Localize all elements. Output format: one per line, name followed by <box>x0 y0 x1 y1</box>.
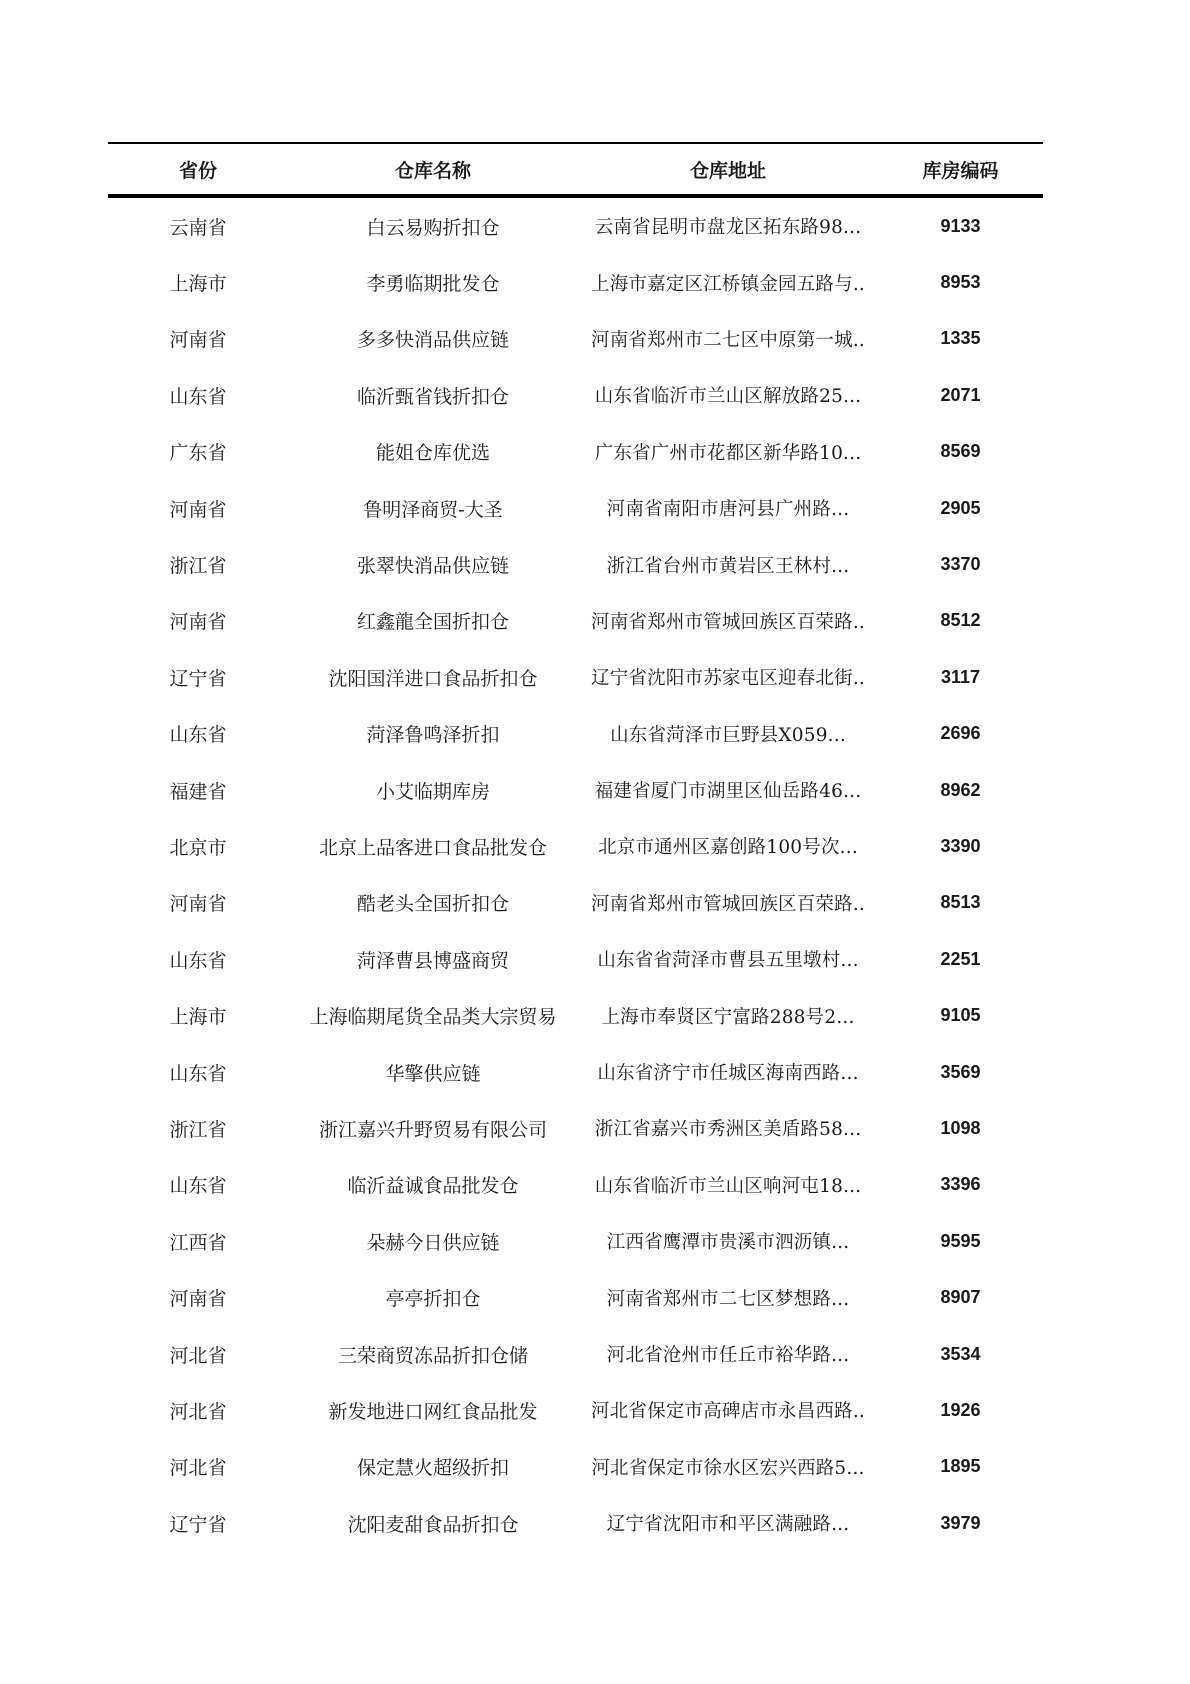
table-row <box>108 1495 1043 1551</box>
cell-warehouse-address: 浙江省嘉兴市秀洲区美盾路58... <box>594 1119 862 1141</box>
cell-warehouse-name: 李勇临期批发仓 <box>366 273 500 296</box>
cell-warehouse-name: 临沂益诚食品批发仓 <box>347 1175 519 1198</box>
cell-warehouse-address: 河北省保定市徐水区宏兴西路5... <box>591 1457 865 1479</box>
cell-storage-code: 1335 <box>940 328 981 349</box>
cell-warehouse-name: 能姐仓库优选 <box>375 442 490 465</box>
cell-warehouse-name: 沈阳国洋进口食品折扣仓 <box>328 667 538 690</box>
header-row <box>108 144 1043 194</box>
cell-province: 上海市 <box>169 1006 227 1029</box>
table-row <box>108 649 1043 705</box>
cell-warehouse-address: 北京市通州区嘉创路100号次... <box>598 837 858 859</box>
cell-storage-code: 9105 <box>940 1005 981 1026</box>
cell-warehouse-address: 广东省广州市花都区新华路10... <box>594 442 862 464</box>
table-row <box>108 593 1043 649</box>
cell-storage-code: 1926 <box>940 1399 981 1420</box>
cell-warehouse-address: 山东省济宁市任城区海南西路... <box>597 1063 859 1085</box>
cell-warehouse-name: 张翠快消品供应链 <box>356 555 509 578</box>
cell-warehouse-address: 云南省昆明市盘龙区拓东路98... <box>594 217 862 239</box>
table-header <box>108 144 1043 194</box>
table-row <box>108 1439 1043 1495</box>
table-row <box>108 424 1043 480</box>
cell-warehouse-name: 亭亭折扣仓 <box>385 1288 481 1311</box>
cell-warehouse-address: 河南省郑州市管城回族区百荣路.. <box>591 611 865 633</box>
cell-province: 浙江省 <box>169 1118 227 1141</box>
cell-storage-code: 8953 <box>940 272 981 293</box>
cell-warehouse-name: 白云易购折扣仓 <box>366 216 500 239</box>
cell-warehouse-name: 上海临期尾货全品类大宗贸易 <box>309 1006 557 1029</box>
cell-province: 广东省 <box>169 442 227 465</box>
cell-storage-code: 2905 <box>940 497 981 518</box>
cell-province: 河北省 <box>169 1457 227 1480</box>
cell-warehouse-name: 鲁明泽商贸-大圣 <box>363 498 503 521</box>
cell-storage-code: 1895 <box>940 1456 981 1477</box>
cell-storage-code: 9595 <box>940 1230 981 1251</box>
cell-warehouse-name: 朵赫今日供应链 <box>366 1231 500 1254</box>
cell-warehouse-name: 多多快消品供应链 <box>356 329 509 352</box>
cell-storage-code: 3396 <box>940 1174 981 1195</box>
cell-province: 河北省 <box>169 1344 227 1367</box>
cell-warehouse-name: 红鑫龍全国折扣仓 <box>356 611 509 634</box>
cell-warehouse-name: 浙江嘉兴升野贸易有限公司 <box>318 1118 547 1141</box>
cell-warehouse-address: 河南省南阳市唐河县广州路... <box>606 499 850 521</box>
cell-warehouse-name: 三荣商贸冻品折扣仓储 <box>337 1344 528 1367</box>
cell-storage-code: 3117 <box>940 666 981 687</box>
table-row <box>108 367 1043 423</box>
cell-warehouse-name: 临沂甄省钱折扣仓 <box>356 385 509 408</box>
header-warehouse-name: 仓库名称 <box>394 159 471 182</box>
cell-province: 上海市 <box>169 273 227 296</box>
cell-warehouse-address: 河南省郑州市二七区中原第一城.. <box>591 329 865 351</box>
cell-province: 山东省 <box>169 385 227 408</box>
cell-warehouse-address: 河北省沧州市任丘市裕华路... <box>606 1345 850 1366</box>
header-warehouse-address: 仓库地址 <box>689 159 766 182</box>
cell-province: 云南省 <box>169 216 227 239</box>
table-row <box>108 1382 1043 1438</box>
table-row <box>108 536 1043 592</box>
cell-warehouse-address: 河南省郑州市管城回族区百荣路.. <box>591 893 865 915</box>
table-row <box>108 818 1043 874</box>
cell-warehouse-name: 沈阳麦甜食品折扣仓 <box>347 1513 519 1536</box>
cell-storage-code: 3569 <box>940 1061 981 1082</box>
cell-warehouse-address: 辽宁省沈阳市和平区满融路... <box>606 1514 850 1536</box>
table-row <box>108 762 1043 818</box>
cell-storage-code: 1098 <box>940 1117 981 1138</box>
table-row <box>108 480 1043 536</box>
table-row <box>108 311 1043 367</box>
cell-province: 河南省 <box>169 329 227 352</box>
cell-warehouse-name: 小艾临期库房 <box>375 780 490 803</box>
cell-province: 河南省 <box>169 498 227 521</box>
cell-warehouse-address: 河南省郑州市二七区梦想路... <box>606 1288 850 1310</box>
cell-storage-code: 2696 <box>940 723 981 744</box>
cell-warehouse-address: 上海市嘉定区江桥镇金园五路与.. <box>591 273 865 295</box>
table-row <box>108 1044 1043 1100</box>
table-row <box>108 987 1043 1043</box>
cell-storage-code: 2251 <box>940 948 981 969</box>
cell-province: 山东省 <box>169 949 227 972</box>
table-row <box>108 1326 1043 1382</box>
cell-warehouse-address: 山东省省菏泽市曹县五里墩村... <box>597 950 859 972</box>
header-province: 省份 <box>178 159 217 182</box>
cell-warehouse-name: 新发地进口网红食品批发 <box>328 1400 538 1423</box>
cell-province: 河南省 <box>169 611 227 634</box>
cell-storage-code: 9133 <box>940 215 981 236</box>
cell-warehouse-name: 菏泽曹县博盛商贸 <box>356 949 509 972</box>
table-row <box>108 254 1043 310</box>
cell-province: 北京市 <box>169 836 227 859</box>
cell-warehouse-name: 酷老头全国折扣仓 <box>356 893 509 916</box>
cell-storage-code: 3390 <box>940 835 981 856</box>
cell-province: 山东省 <box>169 1175 227 1198</box>
cell-province: 山东省 <box>169 724 227 747</box>
cell-province: 河北省 <box>169 1400 227 1423</box>
cell-storage-code: 8513 <box>940 892 981 913</box>
cell-warehouse-address: 辽宁省沈阳市苏家屯区迎春北街.. <box>591 668 865 690</box>
cell-warehouse-address: 山东省菏泽市巨野县X059... <box>610 724 846 746</box>
table-row <box>108 198 1043 254</box>
cell-storage-code: 3979 <box>940 1512 981 1533</box>
cell-warehouse-address: 江西省鹰潭市贵溪市泗沥镇... <box>606 1232 850 1254</box>
cell-warehouse-name: 华擎供应链 <box>385 1062 481 1085</box>
cell-warehouse-name: 北京上品客进口食品批发仓 <box>318 836 547 859</box>
cell-province: 辽宁省 <box>169 667 227 690</box>
header-storage-code: 库房编码 <box>922 159 999 182</box>
cell-warehouse-address: 浙江省台州市黄岩区王林村... <box>606 555 850 577</box>
cell-province: 辽宁省 <box>169 1513 227 1536</box>
warehouse-table-body <box>108 198 1043 1551</box>
cell-warehouse-name: 保定慧火超级折扣 <box>356 1457 509 1480</box>
table-row <box>108 1100 1043 1156</box>
cell-province: 河南省 <box>169 893 227 916</box>
cell-province: 江西省 <box>169 1231 227 1254</box>
table-body <box>108 198 1043 1551</box>
cell-warehouse-address: 河北省保定市高碑店市永昌西路.. <box>591 1401 865 1423</box>
cell-storage-code: 8962 <box>940 779 981 800</box>
table-row <box>108 1157 1043 1213</box>
cell-province: 浙江省 <box>169 555 227 578</box>
cell-warehouse-name: 菏泽鲁鸣泽折扣 <box>366 724 500 747</box>
cell-province: 福建省 <box>169 780 227 803</box>
warehouse-table-container <box>108 142 1043 1551</box>
warehouse-table <box>108 144 1043 194</box>
cell-storage-code: 8569 <box>940 441 981 462</box>
cell-storage-code: 3534 <box>940 1343 981 1364</box>
table-row <box>108 1213 1043 1269</box>
table-row <box>108 1269 1043 1325</box>
cell-storage-code: 2071 <box>940 384 981 405</box>
cell-province: 山东省 <box>169 1062 227 1085</box>
cell-storage-code: 3370 <box>940 554 981 575</box>
cell-warehouse-address: 上海市奉贤区宁富路288号2... <box>601 1006 855 1028</box>
cell-warehouse-address: 山东省临沂市兰山区解放路25... <box>594 386 862 408</box>
table-row <box>108 706 1043 762</box>
table-row <box>108 875 1043 931</box>
cell-warehouse-address: 福建省厦门市湖里区仙岳路46... <box>594 781 862 803</box>
cell-storage-code: 8512 <box>940 610 981 631</box>
table-row <box>108 931 1043 987</box>
cell-warehouse-address: 山东省临沂市兰山区响河屯18... <box>594 1175 862 1197</box>
cell-storage-code: 8907 <box>940 1287 981 1308</box>
cell-province: 河南省 <box>169 1288 227 1311</box>
